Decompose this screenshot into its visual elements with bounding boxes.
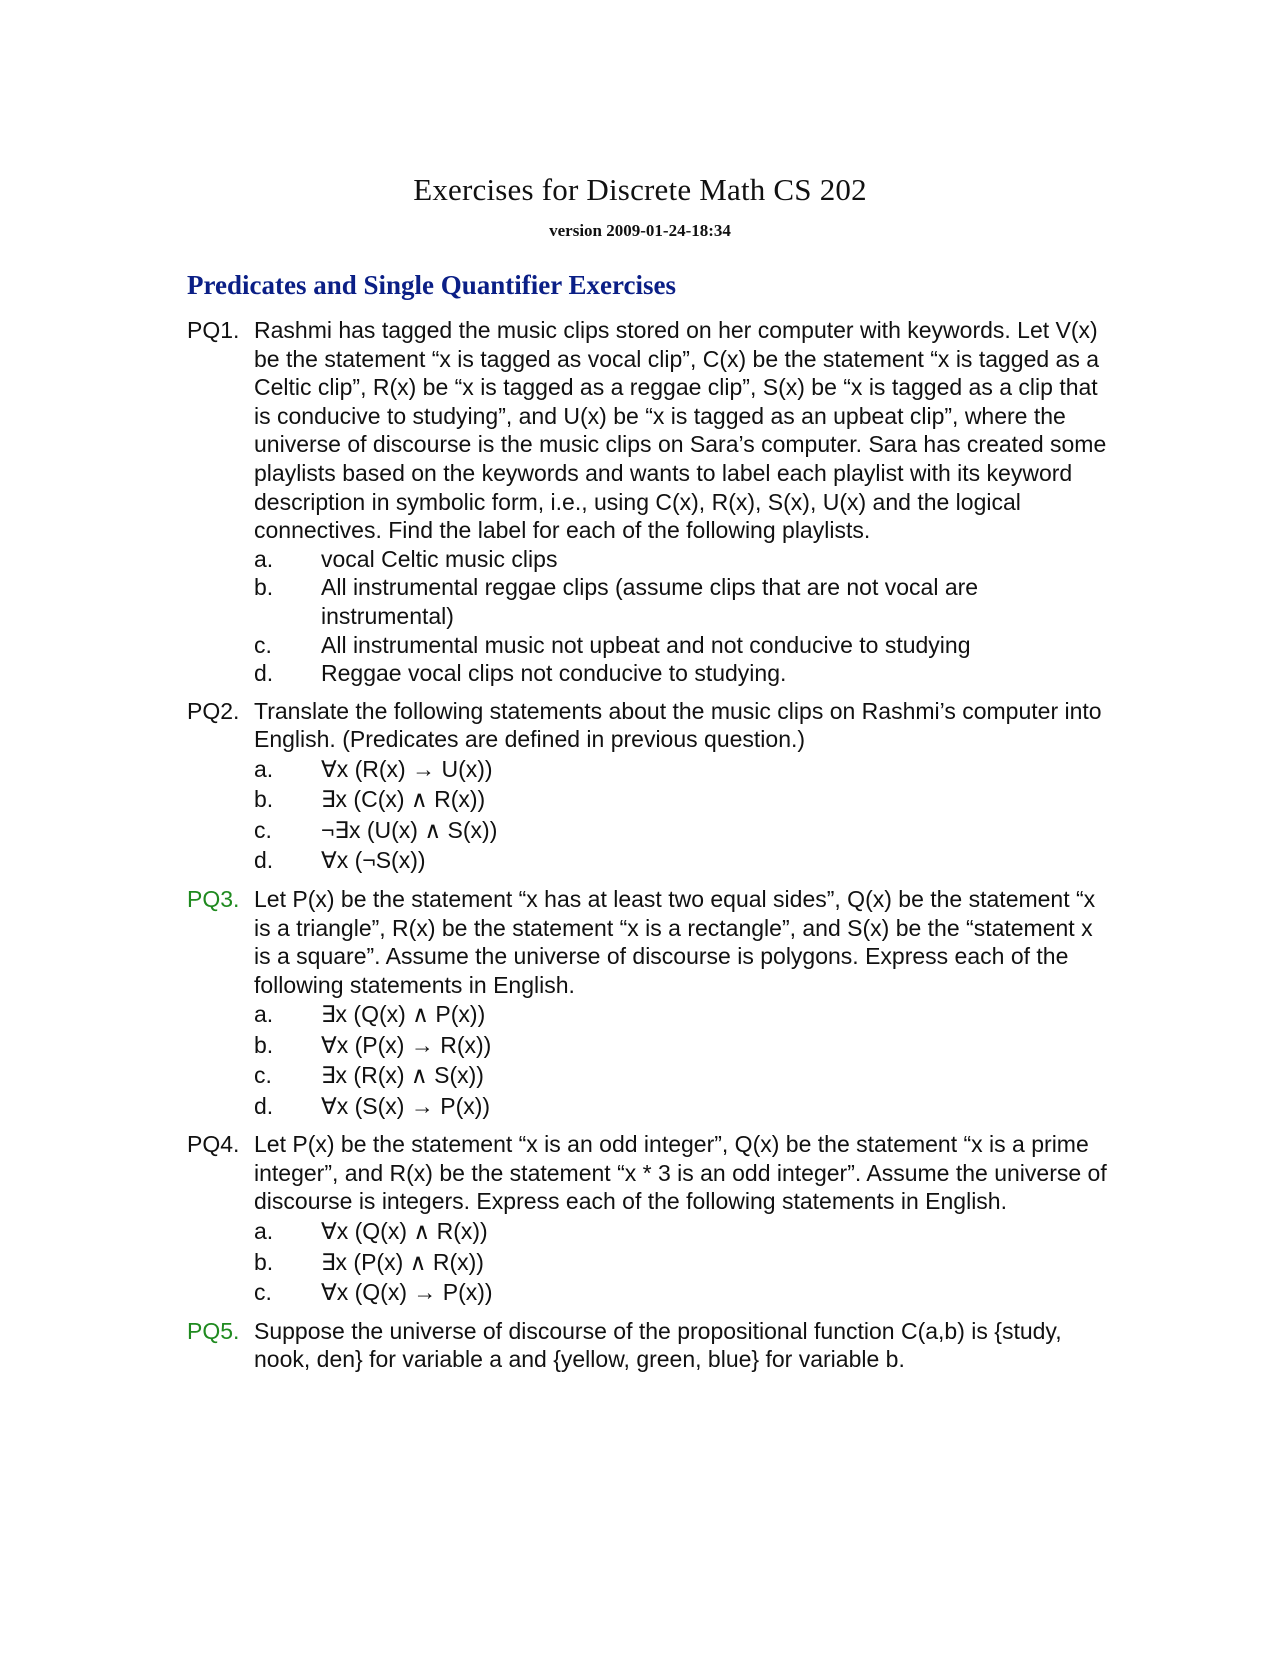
formula-text: ∃x (Q(x) ∧ P(x)) bbox=[321, 1001, 486, 1028]
exercise-label: PQ2. bbox=[187, 697, 240, 724]
exercise-pq3 bbox=[187, 885, 1107, 1121]
list-item bbox=[254, 631, 1107, 660]
list-item bbox=[254, 1247, 1107, 1278]
section-heading: Predicates and Single Quantifier Exercises bbox=[187, 270, 676, 300]
exercise-label: PQ3. bbox=[187, 885, 240, 912]
formula-text: ∀x (Q(x) → P(x)) bbox=[321, 1279, 493, 1306]
item-letter: b. bbox=[254, 786, 274, 813]
formula-text: ∀x (S(x) → P(x)) bbox=[321, 1092, 491, 1119]
list-item bbox=[254, 754, 1107, 785]
exercise-text: Let P(x) be the statement “x has at least two equal sides”, Q(x) be the statement “x is a triangle”, R(x) be the statement “x is a rectangle”, and S(x) be the “statement x is a square”. Assume the universe of discourse is polygons. Express each of the following statements in English. bbox=[254, 885, 1096, 998]
exercise-text: Suppose the universe of discourse of the propositional function C(a,b) is {study, nook, den} for variable a and {yellow, green, blue} for variable b. bbox=[254, 1317, 1062, 1373]
exercise-label: PQ4. bbox=[187, 1131, 240, 1158]
item-letter: b. bbox=[254, 1248, 274, 1275]
formula-text: ¬∃x (U(x) ∧ S(x)) bbox=[321, 816, 498, 843]
item-letter: c. bbox=[254, 816, 272, 843]
item-letter: d. bbox=[254, 847, 274, 874]
formula-text: ∀x (Q(x) ∧ R(x)) bbox=[321, 1218, 488, 1245]
formula-text: ∀x (P(x) → R(x)) bbox=[321, 1031, 492, 1058]
formula-text: ∃x (C(x) ∧ R(x)) bbox=[321, 786, 486, 813]
item-letter: c. bbox=[254, 1062, 272, 1089]
formula-text: ∀x (¬S(x)) bbox=[321, 847, 426, 874]
exercise-pq5 bbox=[187, 1317, 1107, 1374]
list-item bbox=[254, 545, 1107, 574]
item-letter: b. bbox=[254, 574, 274, 601]
exercise-text: Rashmi has tagged the music clips stored on her computer with keywords. Let V(x) be the statement “x is tagged as vocal clip”, C(x) be the statement “x is tagged as a Celtic clip”, R(x) be “x is tagged as a reggae clip”, S(x) be “x is tagged as a clip that is conducive to studying”, and U(x) be “x is tagged as an upbeat clip”, where the universe of discourse is the music clips on Sara’s computer. Sara has created some playlists based on the keywords and wants to label each playlist with its keyword description in symbolic form, i.e., using C(x), R(x), S(x), U(x) and the logical connectives. Find the label for each of the following playlists. bbox=[254, 317, 1107, 544]
item-letter: b. bbox=[254, 1031, 274, 1058]
exercise-label: PQ5. bbox=[187, 1317, 240, 1344]
item-text: All instrumental music not upbeat and not conducive to studying bbox=[321, 631, 971, 658]
exercise-text: Let P(x) be the statement “x is an odd integer”, Q(x) be the statement “x is a prime integer”, and R(x) be the statement “x * 3 is an odd integer”. Assume the universe of discourse is integers. Express each of the following statements in English. bbox=[254, 1131, 1107, 1215]
list-item bbox=[254, 1030, 1107, 1061]
exercise-body bbox=[254, 885, 1107, 1121]
formula-text: ∃x (P(x) ∧ R(x)) bbox=[321, 1248, 484, 1275]
item-text: vocal Celtic music clips bbox=[321, 545, 558, 572]
list-item bbox=[254, 1091, 1107, 1122]
exercise-label: PQ1. bbox=[187, 317, 240, 343]
item-letter: a. bbox=[254, 755, 274, 782]
list-item bbox=[254, 815, 1107, 846]
exercise-body bbox=[254, 1317, 1107, 1374]
exercise-body bbox=[254, 316, 1107, 688]
item-text: Reggae vocal clips not conducive to studying. bbox=[321, 660, 787, 687]
document-title: Exercises for Discrete Math CS 202 bbox=[413, 172, 867, 207]
item-letter: a. bbox=[254, 1218, 274, 1245]
formula-text: ∃x (R(x) ∧ S(x)) bbox=[321, 1062, 484, 1089]
item-letter: c. bbox=[254, 1279, 272, 1306]
list-item bbox=[254, 999, 1107, 1030]
item-letter: c. bbox=[254, 631, 272, 658]
item-letter: a. bbox=[254, 1001, 274, 1028]
exercise-pq4 bbox=[187, 1130, 1107, 1307]
item-letter: d. bbox=[254, 1092, 274, 1119]
list-item bbox=[254, 573, 1107, 630]
exercise-pq1 bbox=[187, 316, 1107, 688]
item-letter: d. bbox=[254, 660, 274, 687]
item-text: All instrumental reggae clips (assume clips that are not vocal are instrumental) bbox=[321, 574, 979, 629]
list-item bbox=[254, 784, 1107, 815]
list-item bbox=[254, 1277, 1107, 1308]
list-item bbox=[254, 659, 1107, 688]
list-item bbox=[254, 1216, 1107, 1247]
exercise-list bbox=[187, 316, 1107, 1383]
exercise-body bbox=[254, 1130, 1107, 1307]
exercise-text: Translate the following statements about the music clips on Rashmi’s computer into English. (Predicates are defined in previous question.) bbox=[254, 697, 1102, 753]
item-letter: a. bbox=[254, 545, 274, 572]
formula-text: ∀x (R(x) → U(x)) bbox=[321, 755, 493, 782]
list-item bbox=[254, 1060, 1107, 1091]
document-version: version 2009-01-24-18:34 bbox=[549, 221, 731, 240]
list-item bbox=[254, 845, 1107, 876]
exercise-pq2 bbox=[187, 697, 1107, 876]
exercise-body bbox=[254, 697, 1107, 876]
